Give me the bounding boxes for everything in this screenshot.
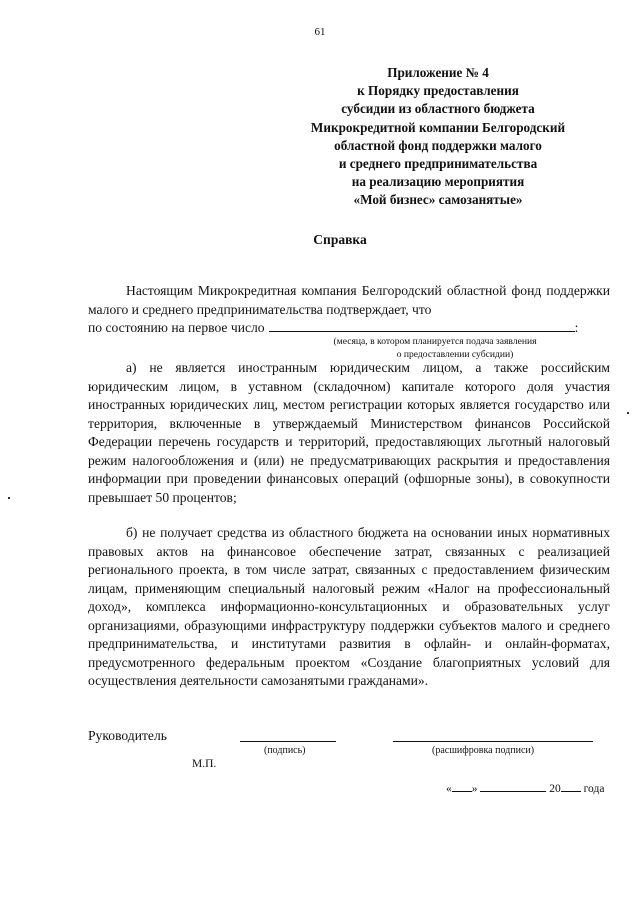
scan-speck xyxy=(627,412,629,414)
annex-line: и среднего предпринимательства xyxy=(338,156,538,172)
item-a-text: а) не является иностранным юридическим лицом, а также российским юридическим лицом, в уставном (складочном) капитале которого доля участия иностранных юридических лиц, местом регистрации которых является государство или территория, включенные в утверждаемый Министерством финансов Российской Федерации перечень государств и территорий, предоставляющих льготный налоговый режим налогообложения и (или) не предусматривающих раскрытия и предоставления информации при проведении финансовых операций (офшорные зоны), в совокупности превышает 50 процентов; xyxy=(88,360,610,505)
day-blank-field[interactable] xyxy=(452,780,472,792)
item-a-paragraph xyxy=(88,359,610,507)
annex-header xyxy=(288,64,588,210)
page-number: 61 xyxy=(314,26,326,38)
month-hint-line1: (месяца, в котором планируется подача заявления xyxy=(333,336,537,347)
item-b-paragraph xyxy=(88,524,610,691)
item-b-text: б) не получает средства из областного бюджета на основании иных нормативных правовых актов на финансовое обеспечение затрат, связанных с реализацией регионального проекта, в том числе затрат, связанных с предоставлением физическим лицам, применяющим специальный налоговый режим «Налог на профессиональный доход», комплекса информационно-консультационных и образовательных услуг организациями, образующими инфраструктуру поддержки субъектов малого и среднего предпринимательства, и институтами развития в офлайн- и онлайн-форматах, предусмотренного федеральным проектом «Создание благоприятных условий для осуществления деятельности самозанятыми гражданами». xyxy=(88,525,610,688)
head-label: Руководитель xyxy=(88,728,167,743)
date-year-word: года xyxy=(583,783,605,795)
signature-decode-blank-field[interactable] xyxy=(393,741,593,742)
month-date-blank-field[interactable] xyxy=(480,780,546,792)
annex-line: к Порядку предоставления xyxy=(357,83,519,99)
date-open-quote: « xyxy=(446,783,452,795)
intro-last-line: по состоянию на первое число xyxy=(88,320,265,335)
annex-line: Микрокредитной компании Белгородский xyxy=(310,119,566,135)
scan-speck xyxy=(8,497,10,499)
intro-date-line xyxy=(88,319,618,336)
date-century: 20 xyxy=(549,783,561,795)
stamp-label: М.П. xyxy=(192,758,217,770)
date-close-quote: » xyxy=(471,783,478,795)
month-blank-field[interactable] xyxy=(269,319,575,332)
document-title: Справка xyxy=(313,232,367,247)
year-blank-field[interactable] xyxy=(561,780,581,792)
signature-decode-caption: (расшифровка подписи) xyxy=(432,745,535,756)
signature-blank-field[interactable] xyxy=(240,741,336,742)
annex-line: субсидии из областного бюджета xyxy=(341,101,535,117)
intro-text: Настоящим Микрокредитная компания Белгородский областной фонд поддержки малого и среднего предпринимательства подтверждает, что xyxy=(88,283,610,317)
annex-line: областной фонд поддержки малого xyxy=(334,137,542,153)
signature-caption: (подпись) xyxy=(264,745,306,756)
annex-line: «Мой бизнес» самозанятые» xyxy=(353,192,523,208)
month-hint-line2: о предоставлении субсидии) xyxy=(396,349,514,360)
annex-line: на реализацию мероприятия xyxy=(351,174,525,190)
intro-colon: : xyxy=(574,320,579,335)
date-line xyxy=(446,780,604,795)
intro-paragraph xyxy=(88,282,610,319)
annex-line: Приложение № 4 xyxy=(387,65,489,80)
